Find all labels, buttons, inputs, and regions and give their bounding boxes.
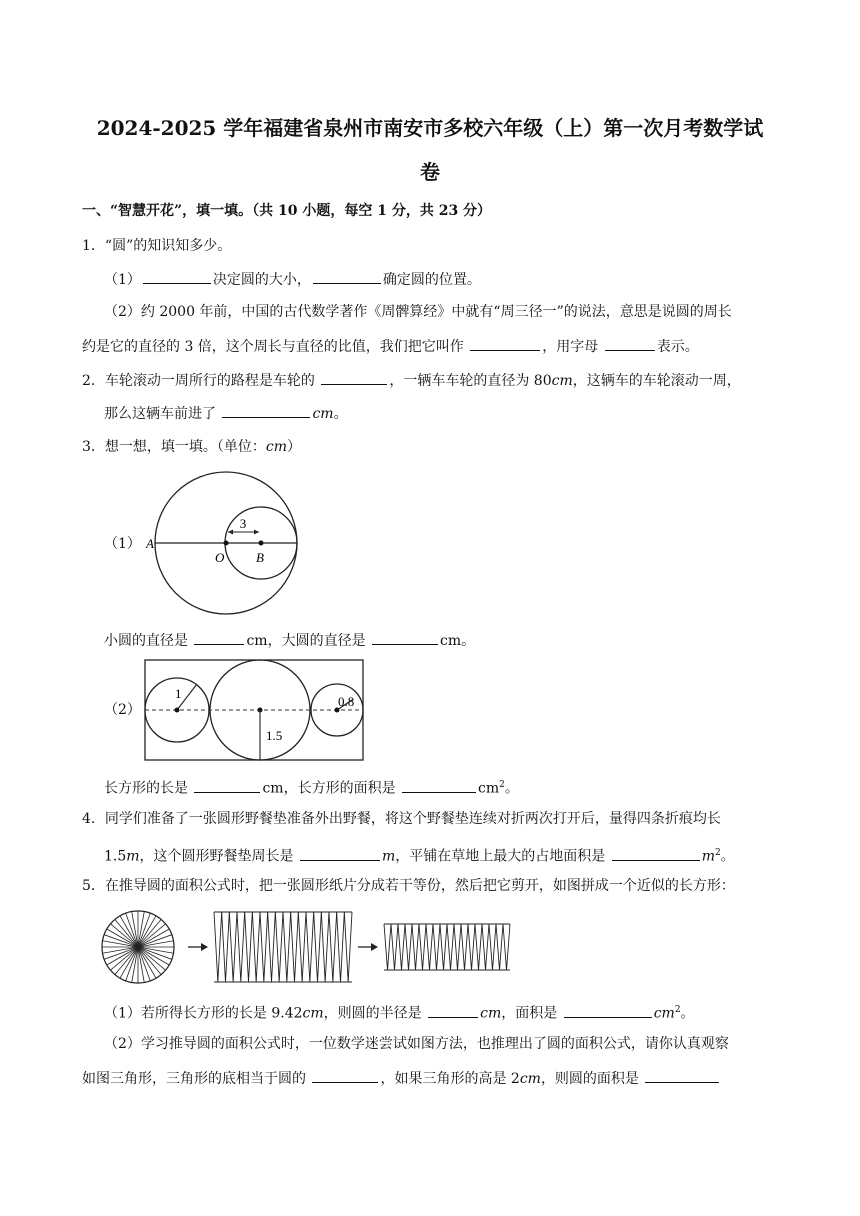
q3-stem-text: 3．想一想，填一填。（单位： (82, 439, 266, 455)
q1-part2-line2 (82, 336, 699, 357)
q3-stem (82, 437, 301, 457)
q5-p2-text: 如图三角形，三角形的底相当于圆的 (82, 1071, 306, 1087)
fig2-radius-right: 0.8 (338, 694, 355, 709)
answer-blank[interactable] (312, 1068, 378, 1083)
fig1-radius-label: 3 (239, 516, 247, 531)
q3-p2-unit: cm (478, 780, 500, 797)
q5-stem: 5．在推导圆的面积公式时，把一张圆形纸片分成若干等份，然后把它剪开，如图拼成一个近似的长方形： (82, 878, 735, 894)
q3-p2-text2: cm，长方形的面积是 (262, 780, 396, 797)
q1-part2-line1: （2）约 2000 年前，中国的古代数学著作《周髀算经》中就有“周三径一”的说法，意思是说圆的周长 (104, 304, 732, 320)
unit: cm (519, 1071, 541, 1087)
answer-blank[interactable] (470, 336, 540, 351)
answer-blank[interactable] (605, 336, 655, 351)
q3-fig2-tag: （2） (104, 702, 141, 718)
q1-p2-text: 约是它的直径的 3 倍，这个周长与直径的比值，我们把它叫作 (82, 339, 464, 355)
answer-blank[interactable] (300, 846, 380, 861)
fig1-point-a: A (146, 536, 154, 551)
unit: cm (302, 1005, 324, 1022)
q3-p2-text: 长方形的长是 (104, 780, 188, 797)
unit: cm (480, 1005, 502, 1022)
q4-text3: ，平铺在草地上最大的占地面积是 (395, 848, 606, 865)
q3-fig1-tag: （1） (104, 536, 141, 552)
q2-text2: ，一辆车车轮的直径为 80 (389, 373, 552, 389)
q2-end: 。 (333, 406, 348, 422)
q2-text4: 那么这辆车前进了 (104, 406, 216, 422)
unit: cm (265, 439, 288, 455)
fig1-point-o: O (215, 550, 225, 565)
q4-sup: 2 (715, 848, 721, 858)
q5-p1-text2: ，则圆的半径是 (323, 1005, 422, 1022)
unit: cm (312, 406, 334, 422)
q5-p1-text: （1）若所得长方形的长是 9.42 (104, 1005, 303, 1022)
q1-p1-text: 决定圆的大小， (212, 272, 311, 288)
q3-fig2-rectangle (140, 656, 368, 764)
q5-part1 (104, 1000, 695, 1024)
q1-p2-text2: ，用字母 (542, 339, 599, 355)
unit: m (701, 848, 716, 865)
exam-title-line1: 2024-2025 学年福建省泉州市南安市多校六年级（上）第一次月考数学试 (96, 116, 764, 140)
q4-end: 。 (720, 848, 735, 865)
unit: cm (551, 373, 573, 389)
q2-line1 (82, 370, 741, 391)
answer-blank[interactable] (612, 846, 700, 861)
q4-line2 (104, 843, 735, 867)
fig1-point-b: B (256, 550, 264, 565)
answer-blank[interactable] (564, 1003, 652, 1018)
q3-p1-end: cm。 (440, 633, 476, 649)
answer-blank[interactable] (402, 778, 476, 793)
q1-part1 (104, 269, 481, 290)
q5-part2-line1: （2）学习推导圆的面积公式时，一位数学迷尝试如图方法，也推理出了圆的面积公式，请你认真观察 (104, 1036, 729, 1052)
answer-blank[interactable] (313, 269, 381, 284)
q5-p1-end: 。 (680, 1005, 695, 1022)
q3-part2 (104, 775, 519, 799)
q3-p2-sup: 2 (499, 780, 505, 790)
q5-part2-line2 (82, 1068, 721, 1089)
q2-line2 (104, 403, 348, 424)
section-heading: 一、“智慧开花”，填一填。（共 10 小题，每空 1 分，共 23 分） (82, 203, 492, 219)
q5-p1-sup: 2 (674, 1005, 681, 1015)
q5-p2-text3: ，则圆的面积是 (540, 1071, 639, 1087)
q1-p2-end: 表示。 (656, 339, 699, 355)
q1-p1-end: 确定圆的位置。 (382, 272, 481, 288)
q4-line1: 4．同学们准备了一张圆形野餐垫准备外出野餐，将这个野餐垫连续对折两次打开后，量得四条折痕均长 (82, 811, 721, 827)
fig2-radius-small: 1 (175, 686, 182, 701)
q3-p1-text2: cm，大圆的直径是 (246, 633, 366, 649)
q2-text3: ，这辆车的车轮滚动一周， (572, 373, 741, 389)
q3-part1 (104, 630, 475, 651)
answer-blank[interactable] (194, 630, 244, 645)
q1-p1-tag: （1） (104, 272, 141, 288)
q5-circle-to-rectangle-figure (96, 906, 516, 988)
q5-p2-text2: ，如果三角形的高是 2 (380, 1071, 520, 1087)
unit: m (382, 848, 396, 865)
q2-text: 2．车轮滚动一周所行的路程是车轮的 (82, 373, 315, 389)
q3-p1-text: 小圆的直径是 (104, 633, 188, 649)
answer-blank[interactable] (428, 1003, 478, 1018)
answer-blank[interactable] (321, 370, 387, 385)
q4-text2: ，这个圆形野餐垫周长是 (139, 848, 294, 865)
answer-blank[interactable] (645, 1068, 719, 1083)
q3-stem-end: ） (287, 439, 302, 455)
answer-blank[interactable] (222, 403, 310, 418)
unit: cm (653, 1005, 675, 1022)
exam-title-line2: 卷 (420, 160, 440, 184)
q3-p2-end: 。 (504, 780, 519, 797)
q1-stem: 1．“圆”的知识知多少。 (82, 238, 232, 254)
q5-p1-text3: ，面积是 (501, 1005, 558, 1022)
fig2-radius-large: 1.5 (266, 728, 283, 743)
unit: m (126, 848, 140, 865)
answer-blank[interactable] (194, 778, 260, 793)
answer-blank[interactable] (143, 269, 211, 284)
q3-fig1-circles (140, 468, 310, 618)
answer-blank[interactable] (372, 630, 438, 645)
q4-text: 1.5 (104, 848, 127, 865)
